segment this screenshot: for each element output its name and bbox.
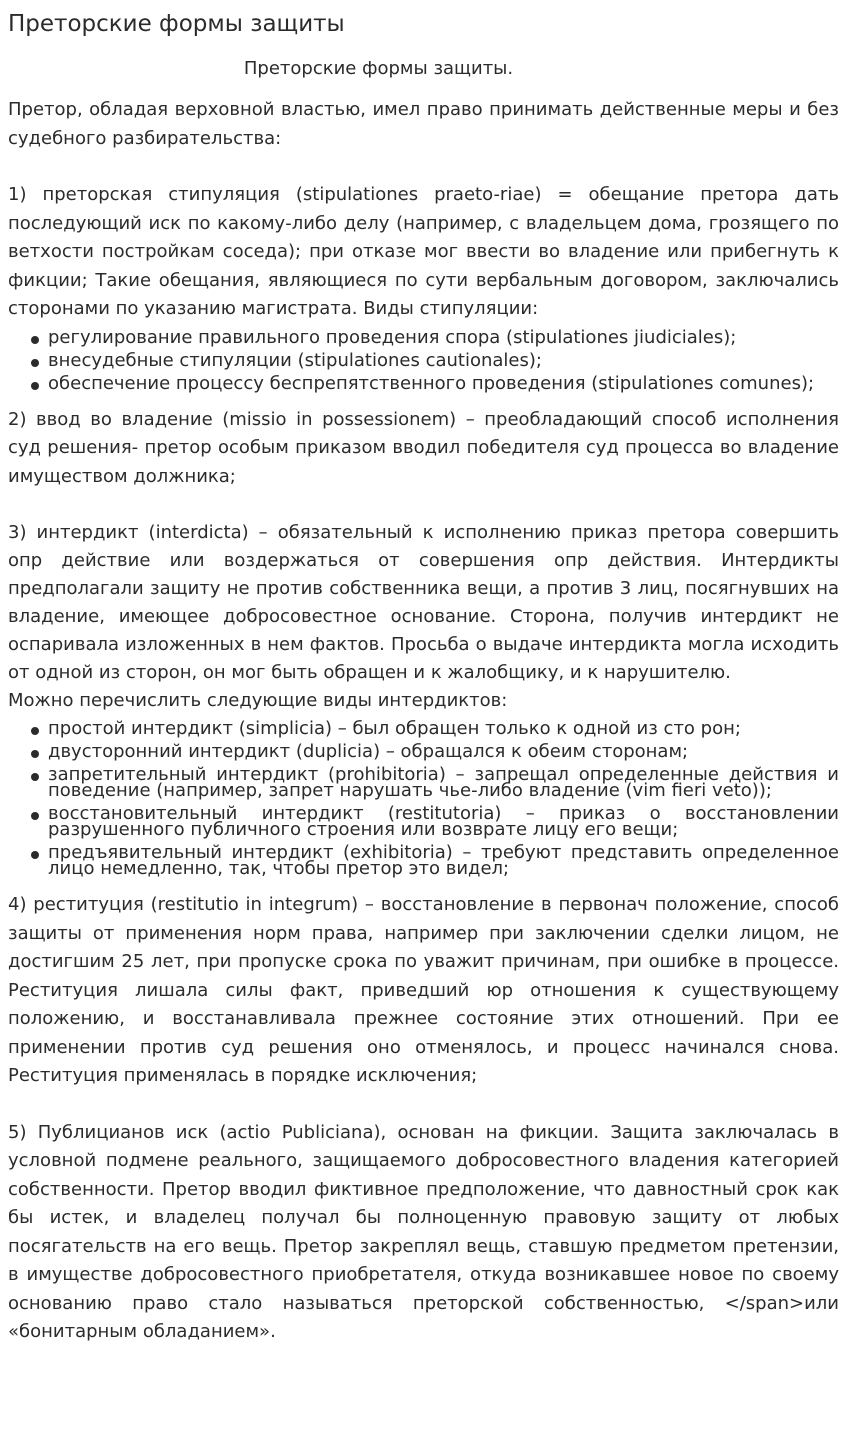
section-3-paragraph: 3) интердикт (interdicta) – обязательный к исполнению приказ претора совершить опр действие или воздержаться от совершения опр действия. Интердикты предполагали защиту не против собственника вещи, а против 3 лиц, посягнувших на владение, имеющее добросовестное основание. Сторона, получив интердикт не оспаривала изложенных в нем фактов. Просьба о выдаче интердикта могла исходить от одной из сторон, он мог быть обращен и к жалобщику, и к нарушителю. — [8, 522, 839, 683]
spacer — [8, 153, 839, 181]
section-1-paragraph: 1) преторская стипуляция (stipulationes praeto-riae) = обещание претора дать последующий иск по какому-либо делу (например, с владельцем дома, грозящего по ветхости постройкам соседа); при отказе мог ввести во владение или прибегнуть к фикции; Такие обещания, являющиеся по сути вербальным договором, заключались сторонами по указанию магистрата. Виды стипуляции: — [8, 184, 839, 319]
list-item: запретительный интердикт (prohibitoria) – запрещал определенные действия и поведение (например, запрет нарушать чье-либо владение (vim fieri veto)); — [48, 764, 839, 801]
list-item: двусторонний интердикт (duplicia) – обращался к обеим сторонам; — [48, 744, 839, 760]
section-4-paragraph: 4) реституция (restitutio in integrum) – восстановление в первонач положение, способ защиты от применения норм права, например при заключении сделки лицом, не достигшим 25 лет, при пропуске срока по уважит причинам, при ошибке в процессе. Реституция лишала силы факт, приведший юр отношения к существующему положению, и восстанавливала прежнее состояние этих отношений. При ее применении против суд решения оно отменялось, и процесс начинался снова. Реституция применялась в порядке исключения; — [8, 894, 839, 1086]
interdict-types-list — [8, 718, 839, 879]
list-item: обеспечение процессу беспрепятственного проведения (stipulationes comunes); — [48, 376, 839, 392]
list-item: внесудебные стипуляции (stipulationes cautionales); — [48, 353, 839, 369]
intro-paragraph: Претор, обладая верховной властью, имел право принимать действенные меры и без судебного разбирательства: — [8, 99, 839, 149]
document-subtitle: Преторские формы защиты. — [243, 58, 514, 79]
section-2-paragraph: 2) ввод во владение (missio in possessionem) – преобладающий способ исполнения суд решения- претор особым приказом вводил победителя суд процесса во владение имуществом должника; — [8, 408, 839, 487]
list-item: простой интердикт (simplicia) – был обращен только к одной из сто рон; — [48, 721, 839, 737]
spacer — [8, 1091, 839, 1119]
list-item: регулирование правильного проведения спора (stipulationes jiudiciales); — [48, 330, 839, 346]
page-title: Преторские формы защиты — [8, 11, 345, 37]
stipulation-types-list — [8, 326, 839, 394]
spacer — [8, 491, 839, 519]
list-item: восстановительный интердикт (restitutoria) – приказ о восстановлении разрушенного публичного строения или возврате лицу его вещи; — [48, 803, 839, 840]
interdict-list-intro: Можно перечислить следующие виды интердиктов: — [8, 690, 508, 711]
list-item: предъявительный интердикт (exhibitoria) – требуют представить определенное лицо немедленно, так, чтобы претор это видел; — [48, 842, 839, 879]
section-5-paragraph: 5) Публицианов иск (actio Publiciana), основан на фикции. Защита заключалась в условной подмене реального, защищаемого добросовестного владения категорией собственности. Претор вводил фиктивное предположение, что давностный срок как бы истек, и владелец получал бы полноценную правовую защиту от любых посягательств на его вещь. Претор закреплял вещь, ставшую предметом претензии, в имуществе добросовестного приобретателя, откуда возникавшее новое по своему основанию право стало называться преторской собственностью, </span>или «бонитарным обладанием». — [8, 1121, 839, 1342]
